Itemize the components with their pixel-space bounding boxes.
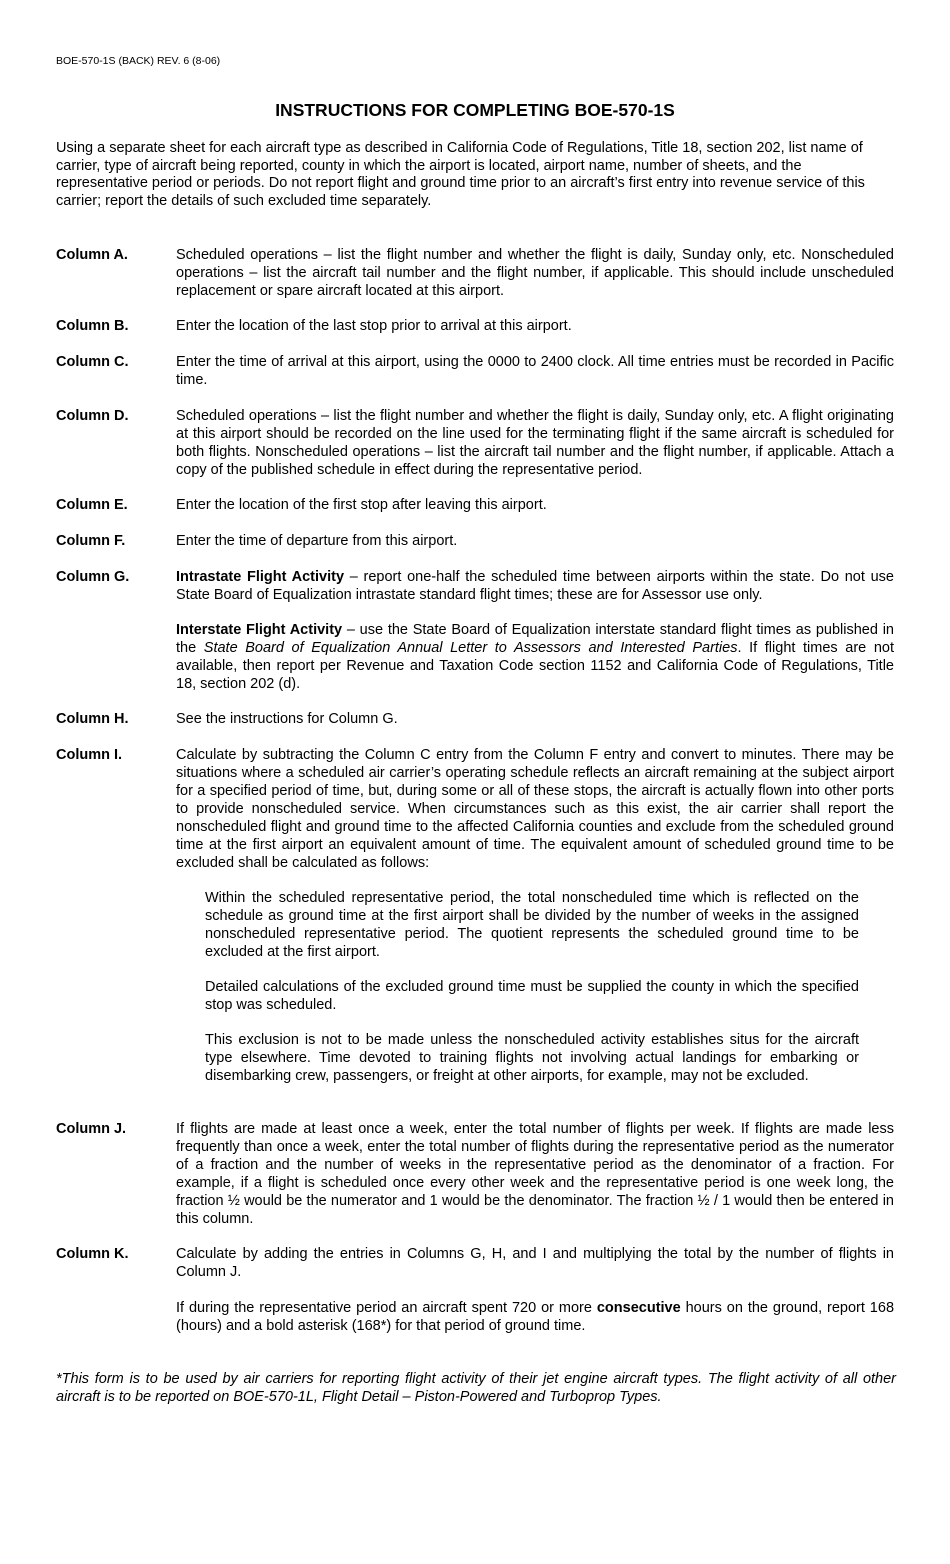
column-c-text: Enter the time of arrival at this airport, using the 0000 to 2400 clock. All time entries must be recorded in Pacific time. — [176, 354, 894, 388]
column-g-interstate-text — [176, 621, 894, 693]
footnote: *This form is to be used by air carriers for reporting flight activity of their jet engine aircraft types. The flight activity of all other aircraft is to be reported on BOE-570-1L, Flight Detail – Piston-Powered and Turboprop Types. — [56, 1371, 896, 1405]
column-b-label: Column B. — [56, 318, 129, 334]
column-d-label: Column D. — [56, 408, 129, 424]
interstate-body-1: – use the State Board of Equalization interstate standard flight times as published in the — [176, 622, 894, 656]
interstate-publication-title: State Board of Equalization Annual Letter to Assessors and Interested Parties — [203, 640, 738, 656]
intrastate-body: – report one-half the scheduled time between airports within the state. Do not use State Board of Equalization intrastate standard flight times; these are for Assessor use only. — [176, 569, 894, 603]
column-g-label: Column G. — [56, 569, 130, 585]
column-a-text: Scheduled operations – list the flight number and whether the flight is daily, Sunday only, etc. Nonscheduled operations – list the aircraft tail number and the flight number, if applicable. This should include unscheduled replacement or spare aircraft located at this airport. — [176, 247, 894, 299]
column-k-label: Column K. — [56, 1246, 129, 1262]
column-f-text: Enter the time of departure from this airport. — [176, 533, 458, 549]
column-c-label: Column C. — [56, 354, 129, 370]
column-j-label: Column J. — [56, 1121, 127, 1137]
column-k-para-body-1: If during the representative period an aircraft spent 720 or more — [176, 1300, 597, 1316]
column-k-text: Calculate by adding the entries in Columns G, H, and I and multiplying the total by the number of flights in Column J. — [176, 1246, 894, 1280]
column-h-label: Column H. — [56, 711, 129, 727]
page-title: INSTRUCTIONS FOR COMPLETING BOE-570-1S — [275, 100, 675, 120]
column-i-para-1-text: Within the scheduled representative period, the total nonscheduled time which is reflected on the schedule as ground time at the first airport shall be divided by the number of weeks in the assigned nonscheduled representative period. The quotient represents the scheduled ground time to be excluded at the first airport. — [205, 890, 859, 960]
interstate-body-2: . If flight times are not available, then report per Revenue and Taxation Code section 1152 and California Code of Regulations, Title 18, section 202 (d). — [176, 640, 894, 692]
column-k-para-body-2: hours on the ground, report 168 (hours) and a bold asterisk (168*) for that period of ground time. — [176, 1300, 895, 1334]
form-number: BOE-570-1S (BACK) REV. 6 (8-06) — [56, 55, 221, 67]
column-i-text: Calculate by subtracting the Column C entry from the Column F entry and convert to minutes. There may be situations where a scheduled air carrier’s operating schedule reflects an aircraft remaining at the subject airport for a specified period of time, but, during some or all of these stops, the aircraft is actually flown into other ports to provide nonscheduled service. When circumstances such as this exist, the air carrier shall report the nonscheduled flight and ground time to the affected California counties and exclude from the scheduled ground time at the first airport an equivalent amount of time. The equivalent amount of scheduled ground time to be excluded shall be calculated as follows: — [176, 747, 894, 871]
column-f-label: Column F. — [56, 533, 126, 549]
column-h-text: See the instructions for Column G. — [176, 711, 398, 727]
column-j-text: If flights are made at least once a week, enter the total number of flights per week. If flights are made less frequently than once a week, enter the total number of flights during the representative period as the numerator of a fraction and the number of weeks in the representative period as the denominator of a fraction. For example, if a flight is scheduled once every other week and the representative period is one week long, the fraction ½ would be the numerator and 1 would be the denominator. The fraction ½ / 1 would then be entered in this column. — [176, 1121, 894, 1227]
column-i-label: Column I. — [56, 747, 123, 763]
intro-paragraph: Using a separate sheet for each aircraft type as described in California Code of Regulations, Title 18, section 202, list name of carrier, type of aircraft being reported, county in which the airport is located, airport name, number of sheets, and the representative period or periods. Do not report flight and ground time prior to an aircraft’s first entry into revenue service of this carrier; report the details of such excluded time separately. — [56, 140, 865, 210]
column-d-text: Scheduled operations – list the flight number and whether the flight is daily, Sunday only, etc. A flight originating at this airport should be recorded on the line used for the terminating flight if the same aircraft is scheduled for both flights. Nonscheduled operations – list the aircraft tail number and the flight number, if applicable. Attach a copy of the published schedule in effect during the representative period. — [176, 408, 894, 478]
column-i-para-2-text: Detailed calculations of the excluded ground time must be supplied the county in which the specified stop was scheduled. — [205, 979, 859, 1013]
column-k-para-text — [176, 1299, 894, 1335]
interstate-heading: Interstate Flight Activity — [176, 622, 343, 638]
column-k-para-emphasis: consecutive — [596, 1300, 681, 1316]
column-e-label: Column E. — [56, 497, 128, 513]
column-a-label: Column A. — [56, 247, 128, 263]
column-b-text: Enter the location of the last stop prior to arrival at this airport. — [176, 318, 572, 334]
intrastate-heading: Intrastate Flight Activity — [176, 569, 345, 585]
column-e-text: Enter the location of the first stop after leaving this airport. — [176, 497, 547, 513]
column-i-para-3-text: This exclusion is not to be made unless the nonscheduled activity establishes situs for the aircraft type elsewhere. Time devoted to training flights not involving actual landings for embarking or disembarking crew, passengers, or freight at other airports, for example, may not be excluded. — [205, 1032, 859, 1084]
column-g-intrastate-text — [176, 568, 894, 604]
